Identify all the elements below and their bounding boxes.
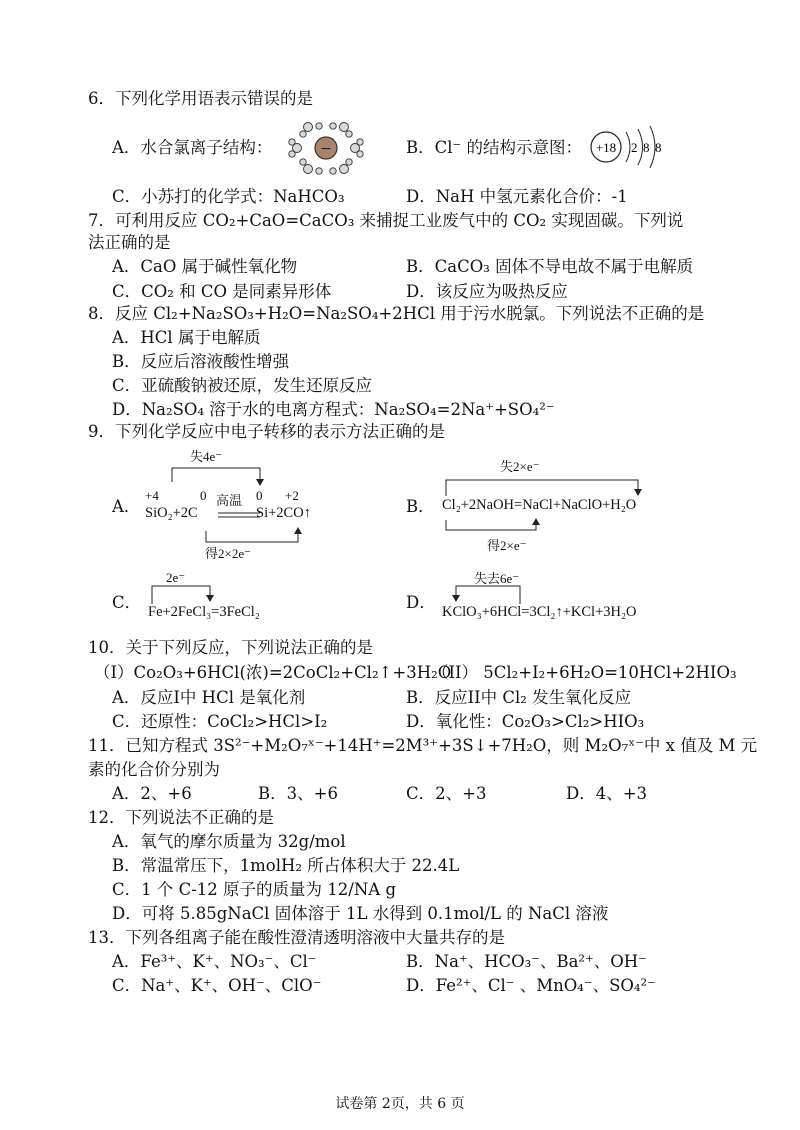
q6-option-c: C．小苏打的化学式：NaHCO₃: [112, 187, 345, 206]
q7-option-d: D．该反应为吸热反应: [406, 282, 568, 301]
q9-d-equation: KClO₃+6HCl=3Cl₂↑+KCl+3H₂O: [442, 604, 637, 620]
q11-option-b: B．3、+6: [258, 784, 338, 803]
q10-option-c: C．还原性：CoCl₂>HCl>I₂: [112, 712, 328, 731]
q10-reaction-2: （II） 5Cl₂+I₂+6H₂O=10HCl+2HIO₃: [432, 663, 737, 682]
q6-option-d: D．NaH 中氢元素化合价：-1: [406, 187, 628, 206]
q9-d-top-label: 失去6e⁻: [474, 571, 520, 586]
q11-option-d: D．4、+3: [566, 784, 648, 803]
q7-option-c: C．CO₂ 和 CO 是同素异形体: [112, 282, 332, 301]
q7-option-b: B．CaCO₃ 固体不导电故不属于电解质: [406, 257, 694, 276]
q9-option-d-label: D．: [406, 593, 436, 612]
q9-a-ox-3: 0: [256, 488, 263, 503]
q11-stem-line2: 素的化合价分别为: [88, 760, 220, 779]
q13-option-a: A．Fe³⁺、K⁺、NO₃⁻、Cl⁻: [112, 952, 317, 971]
q9-c-equation: Fe+2FeCl₃=3FeCl₂: [148, 604, 260, 620]
q13-option-c: C．Na⁺、K⁺、OH⁻、ClO⁻: [112, 976, 322, 995]
shell-3-count: 8: [655, 140, 662, 155]
q9-c-electron-arrow: [148, 580, 228, 606]
q9-option-a-label: A．: [112, 497, 141, 516]
q7-stem-line2: 法正确的是: [88, 233, 171, 252]
chloride-structure-diagram: [588, 122, 668, 172]
q9-a-eq-left: SiO₂+2C: [145, 505, 198, 521]
page-footer: 试卷第 2页，共 6 页: [335, 1096, 465, 1112]
q9-a-ox-1: +4: [145, 488, 159, 503]
q11-stem-line1: 11．已知方程式 3S²⁻+M₂O₇ˣ⁻+14H⁺=2M³⁺+3S↓+7H₂O，则 M₂O₇ˣ⁻中 x 值及 M 元: [88, 736, 758, 755]
shell-1-count: 2: [631, 140, 638, 155]
q9-a-condition: 高温: [216, 493, 243, 508]
q9-option-b-label: B．: [406, 497, 435, 516]
q9-a-eq-right: Si+2CO↑: [256, 505, 311, 521]
q8-option-d: D．Na₂SO₄ 溶于水的电离方程式：Na₂SO₄=2Na⁺+SO₄²⁻: [112, 400, 555, 419]
q9-c-top-label: 2e⁻: [166, 570, 186, 585]
q10-option-d: D．氧化性：Co₂O₃>Cl₂>HIO₃: [406, 712, 645, 731]
shell-2-count: 8: [643, 140, 650, 155]
q9-b-equation: Cl₂+2NaOH=NaCl+NaClO+H₂O: [442, 497, 637, 513]
q8-option-c: C．亚硫酸钠被还原，发生还原反应: [112, 376, 373, 395]
q10-option-b: B．反应II中 Cl₂ 发生氧化反应: [406, 688, 632, 707]
q9-a-ox-4: +2: [285, 488, 299, 503]
q9-a-ox-2: 0: [200, 488, 207, 503]
q10-stem: 10．关于下列反应，下列说法正确的是: [88, 638, 373, 657]
q8-option-a: A．HCl 属于电解质: [112, 328, 261, 347]
q12-stem: 12．下列说法不正确的是: [88, 808, 274, 827]
q9-option-c-label: C．: [112, 593, 142, 612]
q12-option-b: B．常温常压下，1molH₂ 所占体积大于 22.4L: [112, 856, 460, 875]
ion-center-sign: −: [320, 141, 332, 157]
q12-option-c: C．1 个 C-12 原子的质量为 12/NA g: [112, 880, 397, 899]
q12-option-a: A．氧气的摩尔质量为 32g/mol: [112, 832, 346, 851]
q10-reaction-1: （I）Co₂O₃+6HCl(浓)=2CoCl₂+Cl₂↑+3H₂O: [94, 663, 452, 682]
q9-b-top-label: 失2×e⁻: [500, 459, 540, 474]
q7-stem-line1: 7．可利用反应 CO₂+CaO=CaCO₃ 来捕捉工业废气中的 CO₂ 实现固碳。下列说: [88, 211, 684, 230]
q7-option-a: A．CaO 属于碱性氧化物: [112, 257, 298, 276]
q8-stem: 8．反应 Cl₂+Na₂SO₃+H₂O=Na₂SO₄+2HCl 用于污水脱氯。下列说法不正确的是: [88, 304, 705, 323]
q6-option-a: A．水合氯离子结构：: [112, 138, 273, 157]
q11-option-a: A．2、+6: [112, 784, 192, 803]
q13-option-b: B．Na⁺、HCO₃⁻、Ba²⁺、OH⁻: [406, 952, 647, 971]
q11-option-c: C．2、+3: [406, 784, 487, 803]
q9-a-bottom-label: 得2×2e⁻: [205, 546, 251, 561]
q6-option-b: B．Cl⁻ 的结构示意图：: [406, 138, 582, 157]
nucleus-charge: +18: [595, 140, 617, 155]
hydrated-chloride-ion-figure: [288, 118, 364, 178]
q6-stem: 6．下列化学用语表示错误的是: [88, 89, 313, 108]
q9-b-bottom-label: 得2×e⁻: [487, 538, 527, 553]
q8-option-b: B．反应后溶液酸性增强: [112, 352, 290, 371]
q9-stem: 9．下列化学反应中电子转移的表示方法正确的是: [88, 422, 445, 441]
q13-option-d: D．Fe²⁺、Cl⁻ 、MnO₄⁻、SO₄²⁻: [406, 976, 656, 995]
q9-a-top-label: 失4e⁻: [190, 449, 223, 464]
q12-option-d: D．可将 5.85gNaCl 固体溶于 1L 水得到 0.1mol/L 的 NaCl 溶液: [112, 904, 609, 923]
q10-option-a: A．反应I中 HCl 是氧化剂: [112, 688, 306, 707]
q13-stem: 13．下列各组离子能在酸性澄清透明溶液中大量共存的是: [88, 928, 505, 947]
